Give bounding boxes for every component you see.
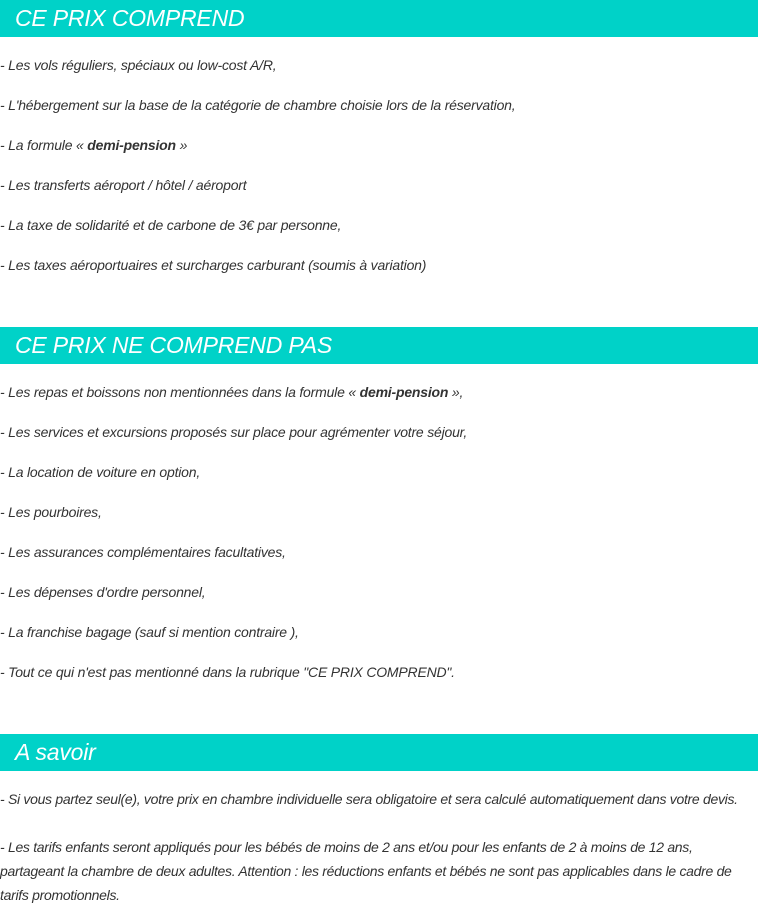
included-item-2: - L'hébergement sur la base de la catégorie de chambre choisie lors de la réservation, xyxy=(0,97,516,113)
included-item-3-post: » xyxy=(175,137,188,153)
excluded-item-8: - Tout ce qui n'est pas mentionné dans la rubrique "CE PRIX COMPREND". xyxy=(0,664,455,680)
section-header-info xyxy=(0,734,758,771)
excluded-item-1 xyxy=(0,382,758,402)
section-header-included xyxy=(0,0,758,37)
included-item-3 xyxy=(0,135,758,155)
excluded-item-1-bold: demi-pension xyxy=(359,384,449,400)
included-item-4: - Les transferts aéroport / hôtel / aéroport xyxy=(0,177,247,193)
section-title-info: A savoir xyxy=(15,739,96,765)
info-paragraph-2: - Les tarifs enfants seront appliqués pour les bébés de moins de 2 ans et/ou pour les enfants de 2 à moins de 12 ans, partageant la chambre de deux adultes. Attention : les réductions enfants et bébés ne sont pas applicables dans le cadre de tarifs promotionnels. xyxy=(0,839,732,903)
section-title-excluded: CE PRIX NE COMPREND PAS xyxy=(15,332,333,358)
included-item-1: - Les vols réguliers, spéciaux ou low-cost A/R, xyxy=(0,57,277,73)
excluded-item-5: - Les assurances complémentaires facultatives, xyxy=(0,544,286,560)
included-item-5: - La taxe de solidarité et de carbone de 3€ par personne, xyxy=(0,217,342,233)
section-header-excluded xyxy=(0,327,758,364)
excluded-item-4: - Les pourboires, xyxy=(0,504,102,520)
included-item-3-pre: - La formule « xyxy=(0,137,88,153)
info-paragraph-1: - Si vous partez seul(e), votre prix en chambre individuelle sera obligatoire et sera calculé automatiquement dans votre devis. xyxy=(0,791,738,807)
excluded-item-6: - Les dépenses d'ordre personnel, xyxy=(0,584,206,600)
included-item-6: - Les taxes aéroportuaires et surcharges carburant (soumis à variation) xyxy=(0,257,427,273)
section-title-included: CE PRIX COMPREND xyxy=(15,5,245,31)
excluded-item-2: - Les services et excursions proposés sur place pour agrémenter votre séjour, xyxy=(0,424,468,440)
excluded-item-1-pre: - Les repas et boissons non mentionnées dans la formule « xyxy=(0,384,360,400)
excluded-item-3: - La location de voiture en option, xyxy=(0,464,201,480)
included-item-3-bold: demi-pension xyxy=(87,137,176,153)
excluded-item-1-post: », xyxy=(448,384,464,400)
excluded-item-7: - La franchise bagage (sauf si mention contraire ), xyxy=(0,624,299,640)
